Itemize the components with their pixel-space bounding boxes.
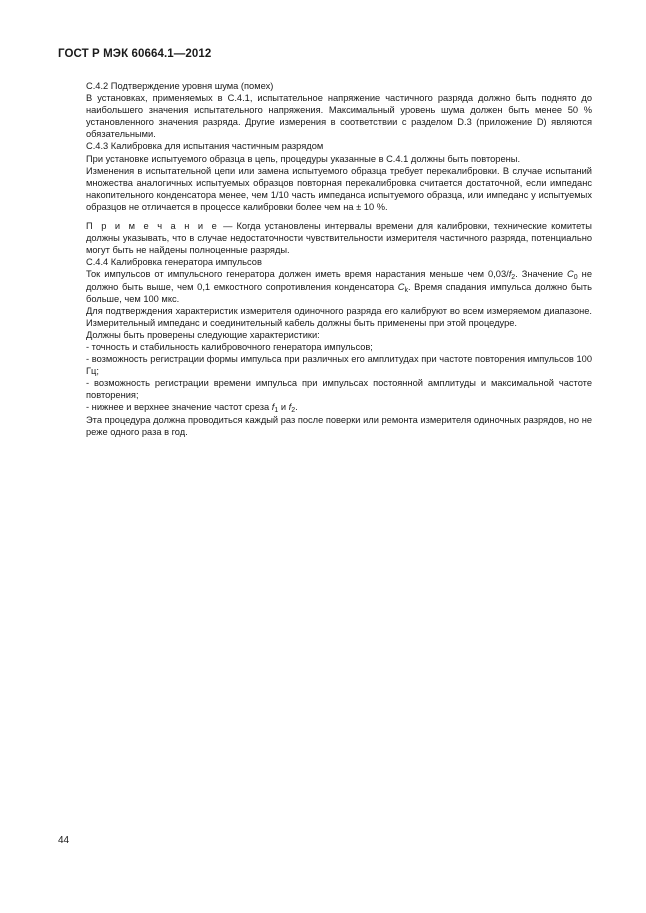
subscript: 2	[291, 407, 296, 415]
text-run: Ток импульсов от импульсного генератора должен иметь время нарастания меньше чем 0,03/	[86, 269, 509, 280]
note-paragraph	[86, 220, 592, 256]
note-label: П р и м е ч а н и е	[86, 221, 219, 232]
text-run: - нижнее и верхнее значение частот среза	[86, 402, 272, 413]
symbol-f: f	[508, 269, 512, 280]
paragraph: Должны быть проверены следующие характеристики:	[86, 329, 320, 340]
section-heading-c44: С.4.4 Калибровка генератора импульсов	[86, 257, 262, 268]
section-heading-c42: С.4.2 Подтверждение уровня шума (помех)	[86, 81, 274, 91]
paragraph: Изменения в испытательной цепи или замена испытуемого образца требует перекалибровки. В случае испытаний множества аналогичных испытуемых образцов повторная перекалибровка считается достаточной, если импеданс накопительного конденсатора менее, чем 1/10 часть импеданса испытуемого образца, или импеданс у испытуемых образцов не отличается в процессе калибровки более чем на ± 10 %.	[86, 165, 592, 212]
subscript: 2	[511, 274, 516, 282]
paragraph	[86, 268, 592, 304]
page-number: 44	[58, 835, 70, 846]
text-run: и	[278, 402, 289, 413]
subscript: 1	[274, 407, 279, 415]
symbol-f: f	[288, 402, 292, 413]
paragraph: В установках, применяемых в С.4.1, испытательное напряжение частичного разряда должно быть поднято до наибольшего значения испытательного напряжения. Максимальный уровень шума должен быть менее 50 % установленного значения разряда. Другие измерения в соответствии с разделом D.3 (приложение D) являются обязательными.	[86, 93, 592, 140]
text-run: не должно быть выше, чем 0,1 емкостного сопротивления конденсатора	[86, 269, 592, 292]
list-item	[86, 401, 592, 413]
paragraph: При установке испытуемого образца в цепь, процедуры указанные в С.4.1 должны быть повторены.	[86, 153, 521, 164]
symbol-c: C	[567, 269, 574, 280]
text-run: .	[295, 402, 298, 413]
list-item: - возможность регистрации времени импульса при импульсах постоянной амплитуды и максимальной частоте повторения;	[86, 378, 592, 401]
symbol-c: C	[397, 281, 405, 292]
note-text: — Когда установлены интервалы времени для калибровки, технические комитеты должны указывать, что в случае недостаточности чувствительности измерителя частичного разряда, потенциально могут быть не найдены полноценные разряды.	[86, 221, 592, 256]
list-item: - точность и стабильность калибровочного генератора импульсов;	[86, 341, 373, 352]
subscript: k	[404, 286, 408, 294]
paragraph: Для подтверждения характеристик измерителя одиночного разряда его калибруют во всем измеряемом диапазоне. Измерительный импеданс и соединительный кабель должны быть применены при этой процедуре.	[86, 305, 592, 328]
subscript: 0	[573, 274, 578, 282]
section-heading-c43: С.4.3 Калибровка для испытания частичным разрядом	[86, 141, 324, 152]
document-header: ГОСТ Р МЭК 60664.1—2012	[58, 48, 212, 60]
text-run: . Время спадания импульса должно быть больше, чем 100 мкс.	[86, 281, 592, 304]
symbol-f: f	[271, 402, 275, 413]
paragraph: Эта процедура должна проводиться каждый раз после поверки или ремонта измерителя одиночных разрядов, но не реже одного раза в год.	[86, 414, 592, 437]
list-item: - возможность регистрации формы импульса при различных его амплитудах при частоте повторения импульсов 100 Гц;	[86, 354, 592, 377]
text-run: . Значение	[515, 269, 568, 280]
document-body	[86, 80, 592, 438]
